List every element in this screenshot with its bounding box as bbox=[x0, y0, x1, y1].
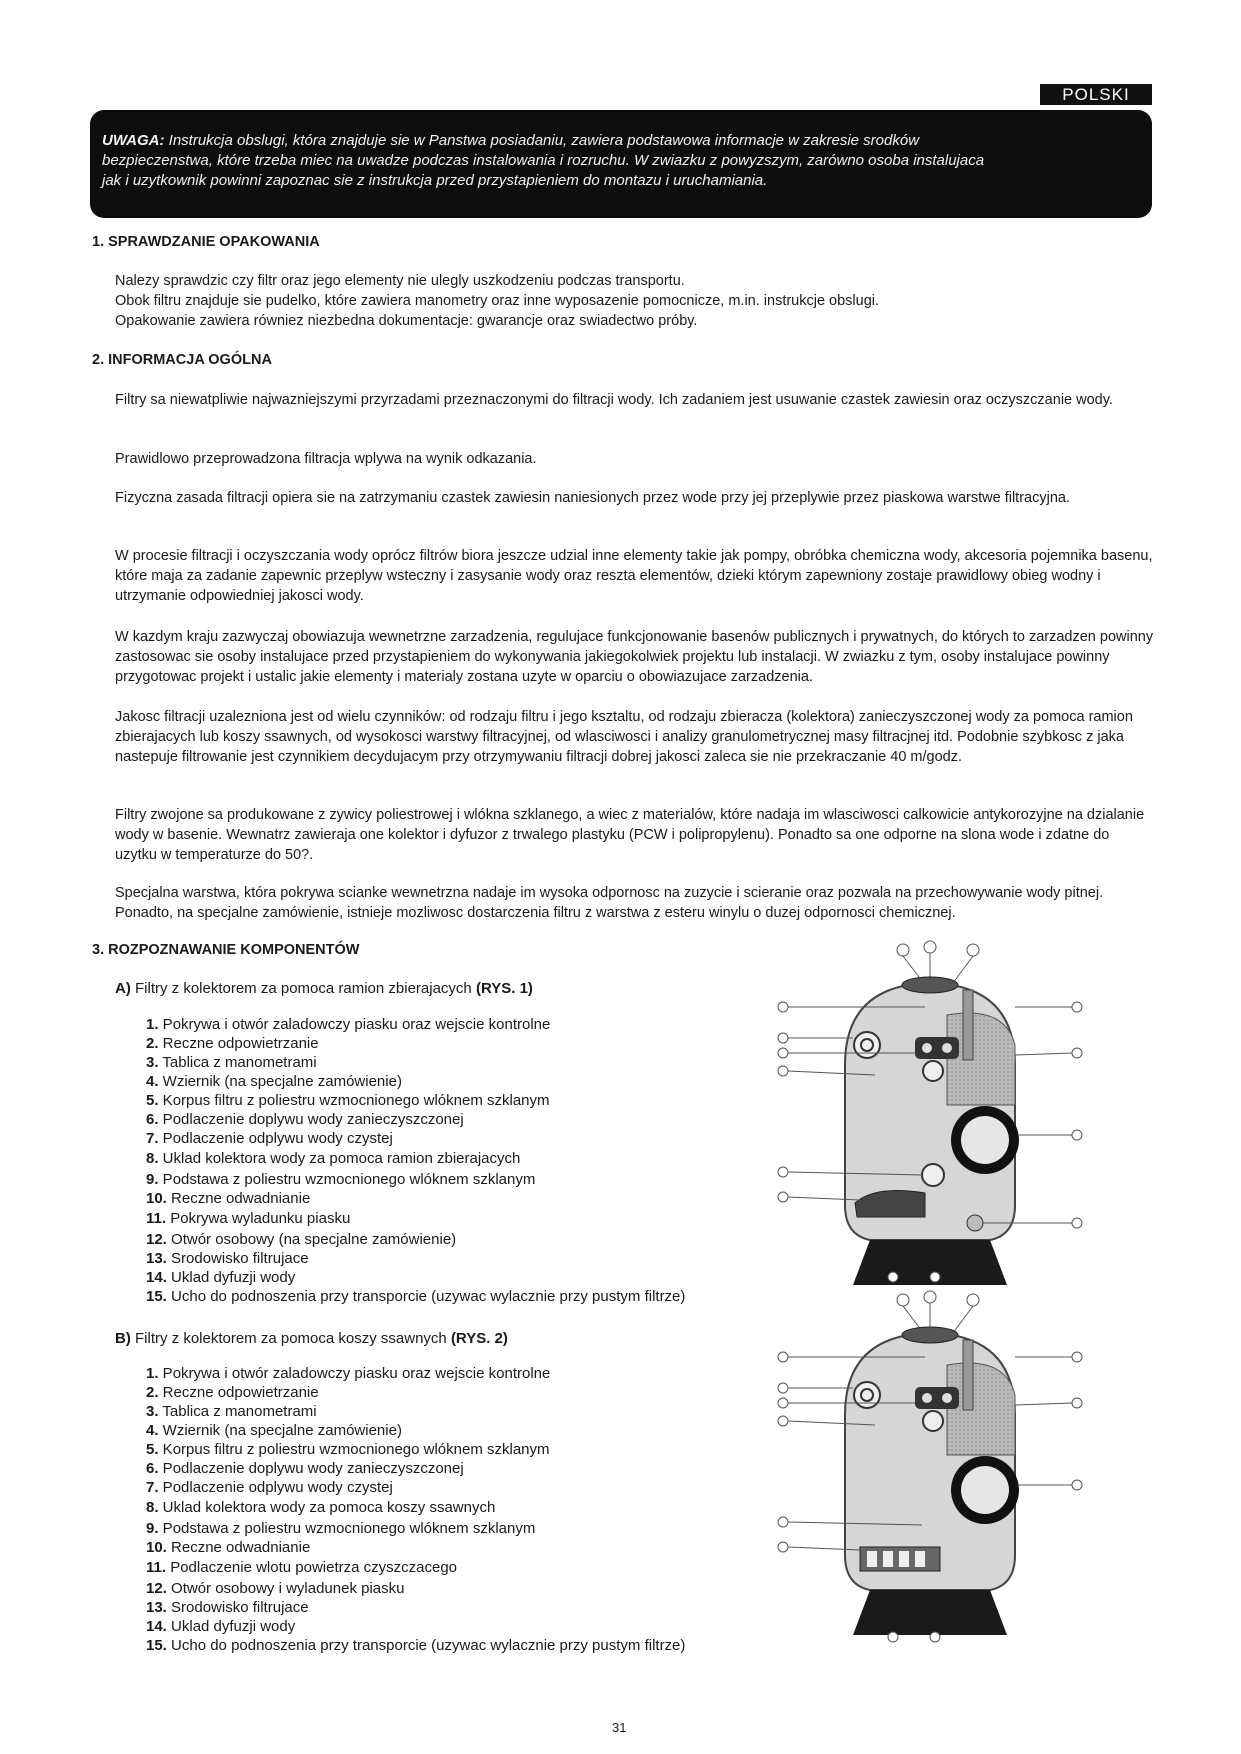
component-text: Uklad dyfuzji wody bbox=[166, 1269, 296, 1286]
component-text: Reczne odpowietrzanie bbox=[158, 1384, 319, 1401]
component-item bbox=[146, 1402, 685, 1421]
subsection-b-text: Filtry z kolektorem za pomoca koszy ssawnych bbox=[130, 1330, 451, 1347]
component-text: Korpus filtru z poliestru wzmocnionego wlóknem szklanym bbox=[158, 1441, 550, 1458]
component-text: Korpus filtru z poliestru wzmocnionego wlóknem szklanym bbox=[158, 1092, 550, 1109]
component-item bbox=[146, 1440, 685, 1459]
component-text: Pokrywa i otwór zaladowczy piasku oraz wejscie kontrolne bbox=[158, 1365, 551, 1382]
component-number: 15. bbox=[146, 1288, 167, 1305]
component-text: Pokrywa i otwór zaladowczy piasku oraz wejscie kontrolne bbox=[158, 1016, 551, 1033]
component-number: 14. bbox=[146, 1269, 167, 1286]
component-text: Wziernik (na specjalne zamówienie) bbox=[158, 1422, 402, 1439]
component-text: Uklad kolektora wody za pomoca ramion zbierajacych bbox=[158, 1150, 521, 1167]
component-text: Podlaczenie odplywu wody czystej bbox=[158, 1130, 393, 1147]
component-text: Podlaczenie doplywu wody zanieczyszczonej bbox=[158, 1460, 464, 1477]
component-number: 1. bbox=[146, 1365, 159, 1382]
component-number: 15. bbox=[146, 1637, 167, 1654]
component-number: 12. bbox=[146, 1231, 167, 1248]
component-number: 12. bbox=[146, 1580, 167, 1597]
component-number: 8. bbox=[146, 1499, 159, 1516]
component-item bbox=[146, 1598, 685, 1617]
component-item bbox=[146, 1189, 685, 1208]
s2-p4: W procesie filtracji i oczyszczania wody oprócz filtrów biora jeszcze udzial inne elementy takie jak pompy, obróbka chemiczna wody, akcesoria pojemnika basenu, które maja za zadanie zapewnic przeplyw wsteczny i zasysanie wody oraz reszta elementów, dzieki którym zapewniony zostaje prawidlowy obieg wodny i utrzymanie odpowiedniej jakosci wody. bbox=[115, 548, 1153, 604]
component-number: 5. bbox=[146, 1441, 159, 1458]
warning-line-3: jak i uzytkownik powinni zapoznac sie z instrukcja przed przystapieniem do montazu i uruchamiania. bbox=[102, 172, 768, 189]
s2-p3: Fizyczna zasada filtracji opiera sie na zatrzymaniu czastek zawiesin naniesionych przez wode przy jej przeplywie przez piaskowa warstwe filtracyjna. bbox=[115, 490, 1070, 506]
component-item bbox=[146, 1497, 685, 1519]
component-text: Uklad dyfuzji wody bbox=[166, 1618, 296, 1635]
component-number: 9. bbox=[146, 1171, 159, 1188]
component-item bbox=[146, 1459, 685, 1478]
component-text: Otwór osobowy (na specjalne zamówienie) bbox=[166, 1231, 457, 1248]
filter-media bbox=[947, 1013, 1015, 1105]
component-text: Otwór osobowy i wyladunek piasku bbox=[166, 1580, 405, 1597]
component-item bbox=[146, 1383, 685, 1402]
component-item bbox=[146, 1478, 685, 1497]
component-item bbox=[146, 1053, 685, 1072]
s2-p8: Specjalna warstwa, która pokrywa scianke wewnetrzna nadaje im wysoka odpornosc na zuzycie i scieranie oraz pozwala na przechowywanie wody pitnej. Ponadto, na specjalne zamówienie, istnieje mozliwosc dostarczenia filtru z warstwa z esteru winylu o duzej odpornosci chemicznej. bbox=[115, 885, 1104, 921]
page-number: 31 bbox=[612, 1720, 627, 1735]
component-item bbox=[146, 1110, 685, 1129]
subsection-a-letter: A) bbox=[115, 980, 131, 997]
s1-p2: Obok filtru znajduje sie pudelko, które zawiera manometry oraz inne wyposazenie pomocnicze, m.in. instrukcje obslugi. bbox=[115, 293, 880, 309]
warning-label: UWAGA: bbox=[102, 132, 165, 149]
component-number: 3. bbox=[146, 1054, 159, 1071]
subsection-b-letter: B) bbox=[115, 1330, 131, 1347]
component-number: 4. bbox=[146, 1073, 159, 1090]
component-item bbox=[146, 1249, 685, 1268]
warning-line-2: bezpieczenstwa, które trzeba miec na uwadze podczas instalowania i rozruchu. W zwiazku z powyzszym, zarówno osoba instalujaca bbox=[102, 152, 985, 169]
component-item bbox=[146, 1364, 685, 1383]
component-item bbox=[146, 1617, 685, 1636]
component-item bbox=[146, 1538, 685, 1557]
s2-p5: W kazdym kraju zazwyczaj obowiazuja wewnetrzne zarzadzenia, regulujace funkcjonowanie basenów publicznych i prywatnych, do których to zarzadzen powinny zastosowac sie osoby instalujace przed przystapieniem do wykonywania jakiegokolwiek projektu lub instalacji. W zwiazku z tym, osoby instalujace powinny przygotowac projekt i ustalic jakie elementy i materialy zostana uzyte w oparciu o obowiazujace zarzadzenia. bbox=[115, 629, 1154, 685]
component-text: Srodowisko filtrujace bbox=[166, 1599, 309, 1616]
component-number: 6. bbox=[146, 1460, 159, 1477]
s1-p3: Opakowanie zawiera równiez niezbedna dokumentacje: gwarancje oraz swiadectwo próby. bbox=[115, 313, 698, 329]
component-number: 11. bbox=[146, 1559, 167, 1576]
component-item bbox=[146, 1091, 685, 1110]
subsection-a-text: Filtry z kolektorem za pomoca ramion zbierajacych bbox=[130, 980, 476, 997]
component-text: Reczne odwadnianie bbox=[166, 1539, 311, 1556]
component-text: Podlaczenie odplywu wody czystej bbox=[158, 1479, 393, 1496]
component-text: Tablica z manometrami bbox=[158, 1054, 317, 1071]
component-number: 7. bbox=[146, 1479, 159, 1496]
component-item bbox=[146, 1579, 685, 1598]
component-item bbox=[146, 1072, 685, 1091]
subsection-a-ref: (RYS. 1) bbox=[475, 980, 533, 997]
component-number: 11. bbox=[146, 1210, 167, 1227]
figure-1-filter-diagram bbox=[775, 935, 1085, 1295]
component-item bbox=[146, 1421, 685, 1440]
language-tab: POLSKI bbox=[1040, 84, 1152, 105]
section-3-title: 3. ROZPOZNAWANIE KOMPONENTÓW bbox=[92, 942, 360, 958]
component-text: Podstawa z poliestru wzmocnionego wlóknem szklanym bbox=[158, 1520, 536, 1537]
component-number: 2. bbox=[146, 1035, 159, 1052]
s1-p1: Nalezy sprawdzic czy filtr oraz jego elementy nie ulegly uszkodzeniu podczas transportu. bbox=[115, 273, 685, 289]
subsection-b-ref: (RYS. 2) bbox=[450, 1330, 508, 1347]
component-item bbox=[146, 1148, 685, 1170]
component-text: Reczne odpowietrzanie bbox=[158, 1035, 319, 1052]
s2-p7: Filtry zwojone sa produkowane z zywicy poliestrowej i wlókna szklanego, a wiec z materialów, które nadaja im wlasciwosci calkowicie antykorozyjne na dzialanie wody w basenie. Wewnatrz zawieraja one kolektor i dyfuzor z trwalego plastyku (PCW i polipropylenu). Ponadto sa one odporne na slona wode i zdatne do uzytku w temperaturze do 50?. bbox=[115, 807, 1145, 863]
subsection-a-heading bbox=[115, 980, 533, 997]
component-number: 13. bbox=[146, 1599, 167, 1616]
component-item bbox=[146, 1170, 685, 1189]
component-text: Pokrywa wyladunku piasku bbox=[166, 1210, 351, 1227]
component-item bbox=[146, 1034, 685, 1053]
component-list-b bbox=[146, 1364, 685, 1655]
component-text: Ucho do podnoszenia przy transporcie (uzywac wylacznie przy pustym filtrze) bbox=[166, 1288, 686, 1305]
component-item bbox=[146, 1636, 685, 1655]
suction-baskets bbox=[860, 1547, 940, 1571]
filter-media-2 bbox=[947, 1363, 1015, 1455]
component-text: Podlaczenie wlotu powietrza czyszczacego bbox=[166, 1559, 458, 1576]
component-number: 6. bbox=[146, 1111, 159, 1128]
component-number: 13. bbox=[146, 1250, 167, 1267]
s2-p6: Jakosc filtracji uzalezniona jest od wielu czynników: od rodzaju filtru i jego ksztaltu, od rodzaju zbieracza (kolektora) zanieczyszczonej wody za pomoca ramion zbierajacych lub koszy ssawnych, od wysokosci warstwy filtracyjnej, od wlasciwosci i analizy granulometrycznej masy filtracjnej itd. Podobnie szybkosc z jaka nastepuje filtrowanie jest czynnikiem decydujacym przy otrzymywaniu filtracji dobrej jakosci zaleca sie nie przekraczanie 40 m/godz. bbox=[115, 709, 1133, 765]
component-text: Podlaczenie doplywu wody zanieczyszczonej bbox=[158, 1111, 464, 1128]
warning-box bbox=[90, 110, 1152, 218]
s2-p2: Prawidlowo przeprowadzona filtracja wplywa na wynik odkazania. bbox=[115, 451, 537, 467]
figure-2-filter-diagram bbox=[775, 1285, 1085, 1655]
component-text: Reczne odwadnianie bbox=[166, 1190, 311, 1207]
component-number: 2. bbox=[146, 1384, 159, 1401]
component-number: 14. bbox=[146, 1618, 167, 1635]
filter-base-2 bbox=[853, 1590, 1007, 1635]
component-text: Tablica z manometrami bbox=[158, 1403, 317, 1420]
component-text: Wziernik (na specjalne zamówienie) bbox=[158, 1073, 402, 1090]
component-text: Srodowisko filtrujace bbox=[166, 1250, 309, 1267]
component-number: 7. bbox=[146, 1130, 159, 1147]
component-number: 5. bbox=[146, 1092, 159, 1109]
warning-text: Instrukcja obslugi, która znajduje sie w Panstwa posiadaniu, zawiera podstawowa informacje w zakresie srodków bbox=[164, 132, 920, 149]
component-number: 4. bbox=[146, 1422, 159, 1439]
section-2-title: 2. INFORMACJA OGÓLNA bbox=[92, 352, 272, 368]
component-item bbox=[146, 1287, 685, 1306]
component-list-a bbox=[146, 1015, 685, 1306]
component-number: 10. bbox=[146, 1190, 167, 1207]
s2-p1: Filtry sa niewatpliwie najwazniejszymi przyrzadami przeznaczonymi do filtracji wody. Ich zadaniem jest usuwanie czastek zawiesin oraz oczyszczanie wody. bbox=[115, 392, 1113, 408]
component-number: 1. bbox=[146, 1016, 159, 1033]
component-item bbox=[146, 1519, 685, 1538]
component-text: Uklad kolektora wody za pomoca koszy ssawnych bbox=[158, 1499, 496, 1516]
warning-line-1 bbox=[102, 131, 1128, 151]
component-number: 10. bbox=[146, 1539, 167, 1556]
component-item bbox=[146, 1268, 685, 1287]
component-text: Podstawa z poliestru wzmocnionego wlóknem szklanym bbox=[158, 1171, 536, 1188]
section-1-title: 1. SPRAWDZANIE OPAKOWANIA bbox=[92, 234, 320, 250]
component-item bbox=[146, 1230, 685, 1249]
component-item bbox=[146, 1129, 685, 1148]
component-item bbox=[146, 1208, 685, 1230]
subsection-b-heading bbox=[115, 1330, 508, 1347]
component-text: Ucho do podnoszenia przy transporcie (uzywac wylacznie przy pustym filtrze) bbox=[166, 1637, 686, 1654]
component-number: 8. bbox=[146, 1150, 159, 1167]
component-item bbox=[146, 1015, 685, 1034]
component-number: 9. bbox=[146, 1520, 159, 1537]
component-number: 3. bbox=[146, 1403, 159, 1420]
component-item bbox=[146, 1557, 685, 1579]
